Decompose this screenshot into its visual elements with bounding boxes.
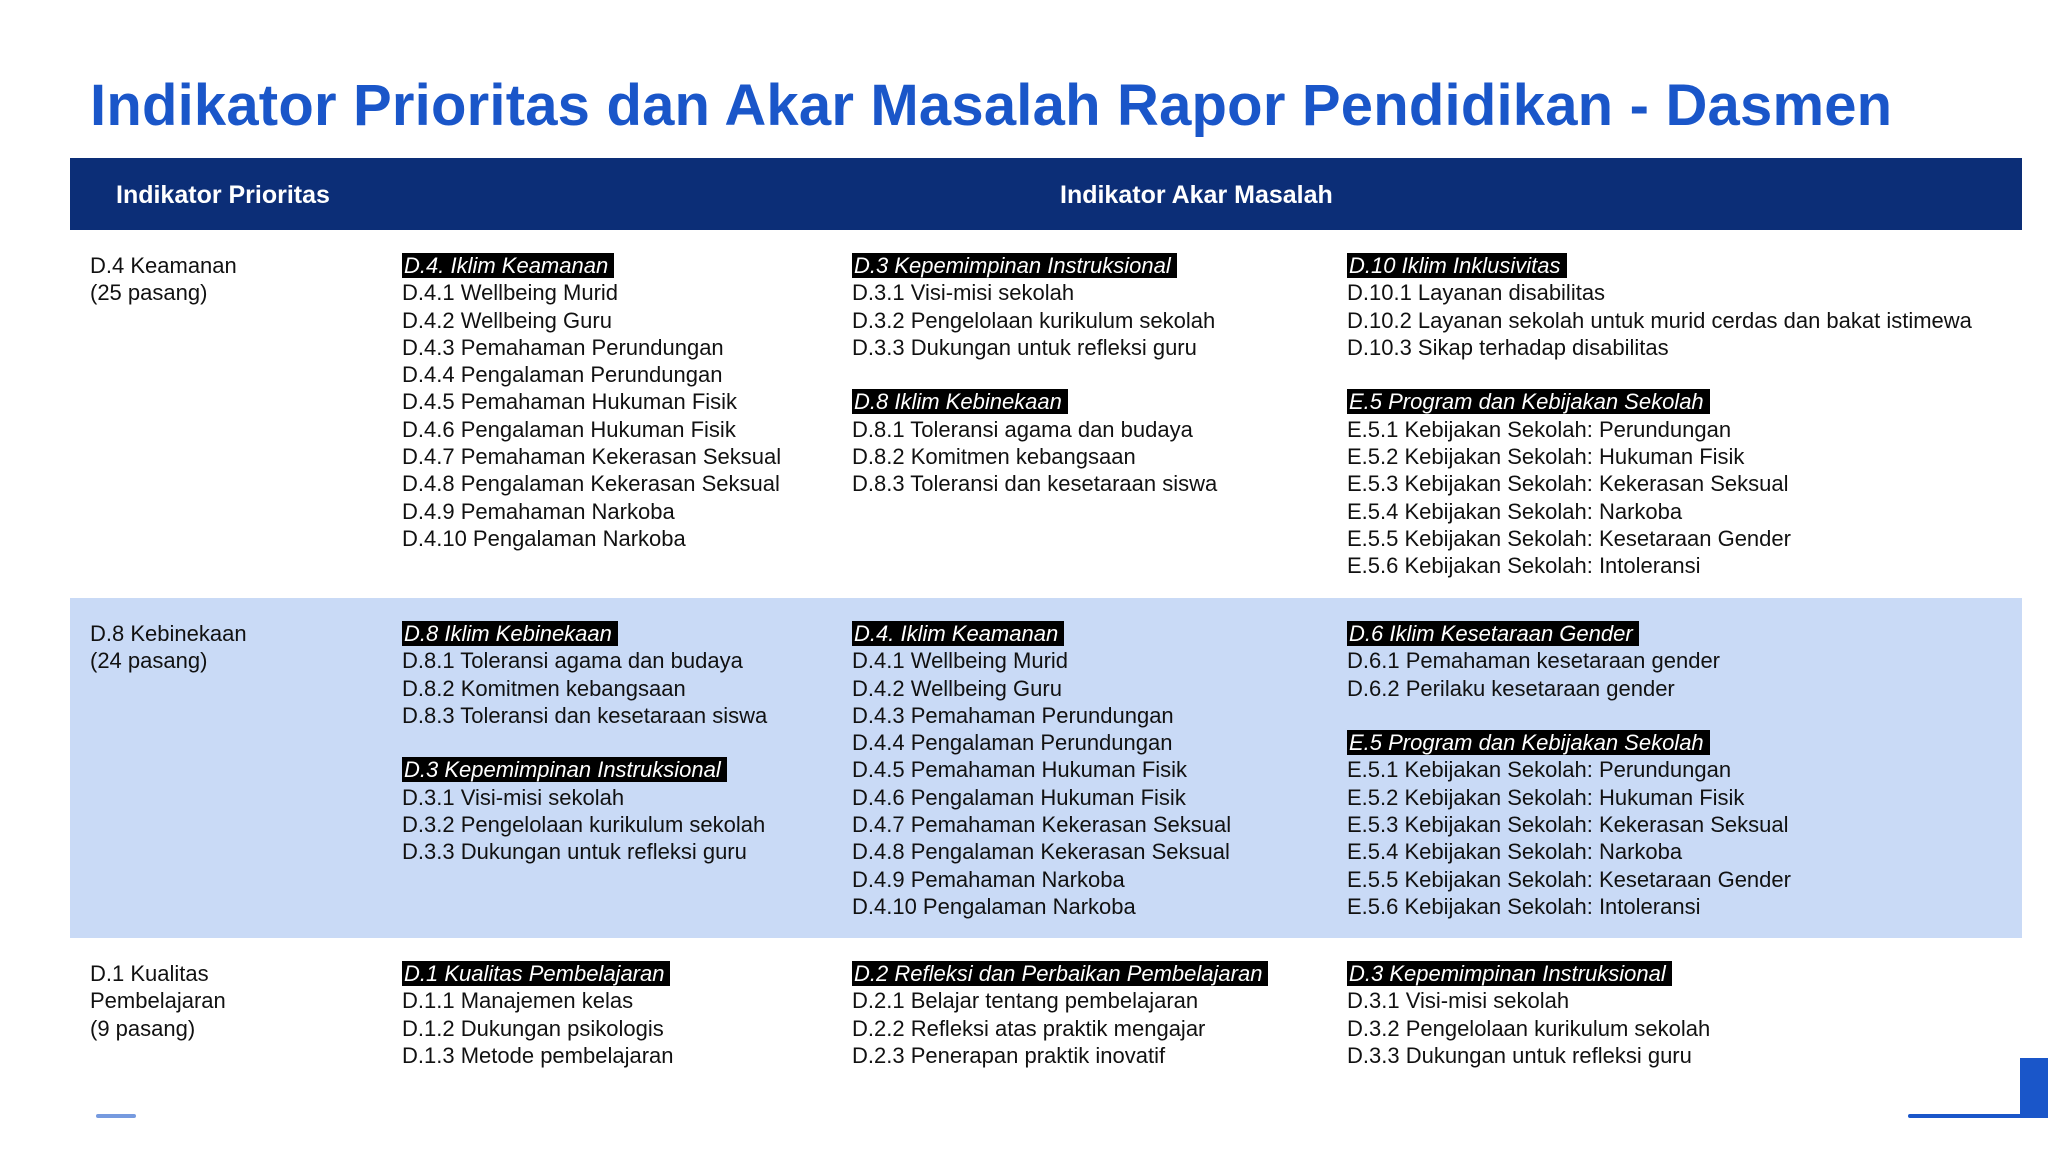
group-spacer [852, 361, 1217, 388]
indicator-item: D.4.5 Pemahaman Hukuman Fisik [852, 757, 1188, 783]
group-heading-line [1347, 252, 1972, 279]
group-heading: D.10 Iklim Inklusivitas [1347, 253, 1567, 278]
indicator-item: D.3.3 Dukungan untuk refleksi guru [852, 334, 1197, 360]
group-heading-line [1347, 960, 1710, 987]
indicator-item: D.4.4 Pengalaman Perundungan [852, 730, 1173, 756]
indicator-item: E.5.1 Kebijakan Sekolah: Perundungan [1347, 416, 1732, 442]
indicator-item: D.4.10 Pengalaman Narkoba [402, 525, 686, 551]
group-heading: E.5 Program dan Kebijakan Sekolah [1347, 730, 1710, 755]
decorative-block-right [2020, 1058, 2048, 1118]
indicator-item: D.4.4 Pengalaman Perundungan [402, 362, 723, 388]
indicator-item: E.5.3 Kebijakan Sekolah: Kekerasan Seksual [1347, 471, 1789, 497]
root-cause-cell [402, 620, 767, 866]
table-header [70, 158, 2022, 230]
root-cause-cell [1347, 960, 1710, 1069]
group-heading-line [852, 252, 1217, 279]
priority-indicator-text: (25 pasang) [90, 280, 208, 306]
priority-indicator-cell [90, 620, 247, 675]
group-heading-line [402, 620, 767, 647]
group-heading: D.3 Kepemimpinan Instruksional [1347, 961, 1672, 986]
indicator-item: D.1.2 Dukungan psikologis [402, 1015, 664, 1041]
decorative-line-right [1908, 1114, 2048, 1118]
indicator-item: D.4.9 Pemahaman Narkoba [402, 498, 675, 524]
indicator-item: D.4.3 Pemahaman Perundungan [852, 702, 1174, 728]
indicator-item: D.2.3 Penerapan praktik inovatif [852, 1042, 1166, 1068]
group-heading: D.8 Iklim Kebinekaan [852, 389, 1068, 414]
group-heading: D.3 Kepemimpinan Instruksional [852, 253, 1177, 278]
priority-indicator-text: D.8 Kebinekaan [90, 621, 247, 646]
indicator-item: D.1.3 Metode pembelajaran [402, 1042, 674, 1068]
indicator-item: D.8.1 Toleransi agama dan budaya [402, 648, 743, 674]
indicator-item: D.8.3 Toleransi dan kesetaraan siswa [402, 702, 768, 728]
header-indikator-prioritas: Indikator Prioritas [116, 181, 330, 209]
group-heading-line [852, 620, 1231, 647]
indicator-item: E.5.5 Kebijakan Sekolah: Kesetaraan Gender [1347, 866, 1791, 892]
indicator-item: D.8.3 Toleransi dan kesetaraan siswa [852, 471, 1218, 497]
indicator-item: D.10.2 Layanan sekolah untuk murid cerdas dan bakat istimewa [1347, 307, 1972, 333]
root-cause-cell [402, 960, 674, 1069]
indicator-item: E.5.2 Kebijakan Sekolah: Hukuman Fisik [1347, 784, 1745, 810]
group-heading-line [1347, 388, 1972, 415]
indicator-item: D.3.2 Pengelolaan kurikulum sekolah [852, 307, 1216, 333]
group-heading-line [402, 960, 674, 987]
group-heading: E.5 Program dan Kebijakan Sekolah [1347, 389, 1710, 414]
indicator-item: D.4.7 Pemahaman Kekerasan Seksual [402, 444, 782, 470]
indicator-item: D.3.1 Visi-misi sekolah [1347, 988, 1570, 1014]
indicator-item: E.5.3 Kebijakan Sekolah: Kekerasan Seksual [1347, 812, 1789, 838]
priority-indicator-text: Pembelajaran [90, 988, 226, 1014]
indicator-item: D.3.3 Dukungan untuk refleksi guru [402, 839, 747, 865]
table-row [70, 598, 2022, 938]
group-spacer [402, 729, 767, 756]
indicator-item: D.4.8 Pengalaman Kekerasan Seksual [852, 839, 1230, 865]
group-heading-line [852, 388, 1217, 415]
group-heading-line [402, 252, 781, 279]
indicator-item: D.4.3 Pemahaman Perundungan [402, 334, 724, 360]
indicator-item: E.5.6 Kebijakan Sekolah: Intoleransi [1347, 893, 1701, 919]
indicator-item: D.6.1 Pemahaman kesetaraan gender [1347, 648, 1721, 674]
group-heading-line [852, 960, 1268, 987]
indicator-item: D.8.2 Komitmen kebangsaan [852, 444, 1136, 470]
indicator-item: D.10.1 Layanan disabilitas [1347, 280, 1606, 306]
group-heading: D.1 Kualitas Pembelajaran [402, 961, 670, 986]
indicator-item: D.8.1 Toleransi agama dan budaya [852, 416, 1193, 442]
indicator-item: D.3.1 Visi-misi sekolah [852, 280, 1075, 306]
group-heading-line [402, 756, 767, 783]
table-row [70, 938, 2022, 1088]
root-cause-cell [1347, 252, 1972, 580]
indicator-item: D.4.8 Pengalaman Kekerasan Seksual [402, 471, 780, 497]
group-heading-line [1347, 729, 1791, 756]
decorative-line-left [96, 1114, 136, 1118]
indicator-item: D.2.1 Belajar tentang pembelajaran [852, 988, 1199, 1014]
priority-indicator-cell [90, 960, 226, 1042]
group-heading: D.4. Iklim Keamanan [852, 621, 1064, 646]
indicator-item: D.4.9 Pemahaman Narkoba [852, 866, 1125, 892]
root-cause-cell [852, 252, 1217, 498]
indicator-item: E.5.1 Kebijakan Sekolah: Perundungan [1347, 757, 1732, 783]
indicator-item: D.1.1 Manajemen kelas [402, 988, 634, 1014]
indicator-item: D.8.2 Komitmen kebangsaan [402, 675, 686, 701]
priority-indicator-text: (9 pasang) [90, 1015, 196, 1041]
root-cause-cell [1347, 620, 1791, 920]
priority-indicator-text: D.4 Keamanan [90, 253, 237, 278]
indicator-item: D.4.1 Wellbeing Murid [402, 280, 619, 306]
group-spacer [1347, 702, 1791, 729]
indicator-item: D.3.1 Visi-misi sekolah [402, 784, 625, 810]
header-indikator-akar-masalah: Indikator Akar Masalah [1060, 181, 1333, 209]
indicator-item: D.3.2 Pengelolaan kurikulum sekolah [402, 812, 766, 838]
group-spacer [1347, 361, 1972, 388]
indicator-item: D.4.10 Pengalaman Narkoba [852, 893, 1136, 919]
indicator-item: D.4.7 Pemahaman Kekerasan Seksual [852, 812, 1232, 838]
table-row [70, 230, 2022, 598]
indicator-item: D.10.3 Sikap terhadap disabilitas [1347, 334, 1669, 360]
group-heading: D.4. Iklim Keamanan [402, 253, 614, 278]
indicator-item: D.4.2 Wellbeing Guru [852, 675, 1062, 701]
indicator-item: D.6.2 Perilaku kesetaraan gender [1347, 675, 1675, 701]
indicator-item: E.5.2 Kebijakan Sekolah: Hukuman Fisik [1347, 444, 1745, 470]
indicator-item: D.3.2 Pengelolaan kurikulum sekolah [1347, 1015, 1711, 1041]
indicator-item: D.4.6 Pengalaman Hukuman Fisik [852, 784, 1186, 810]
indicator-item: E.5.5 Kebijakan Sekolah: Kesetaraan Gender [1347, 525, 1791, 551]
group-heading: D.3 Kepemimpinan Instruksional [402, 757, 727, 782]
priority-indicator-cell [90, 252, 237, 307]
indicator-item: D.4.2 Wellbeing Guru [402, 307, 612, 333]
indicator-item: E.5.4 Kebijakan Sekolah: Narkoba [1347, 839, 1683, 865]
root-cause-cell [402, 252, 781, 552]
group-heading-line [1347, 620, 1791, 647]
indicator-table [70, 158, 2022, 1088]
page-title: Indikator Prioritas dan Akar Masalah Rapor Pendidikan - Dasmen [90, 73, 1893, 138]
group-heading: D.6 Iklim Kesetaraan Gender [1347, 621, 1639, 646]
indicator-item: E.5.4 Kebijakan Sekolah: Narkoba [1347, 498, 1683, 524]
indicator-item: E.5.6 Kebijakan Sekolah: Intoleransi [1347, 553, 1701, 579]
priority-indicator-text: D.1 Kualitas [90, 961, 209, 986]
group-heading: D.8 Iklim Kebinekaan [402, 621, 618, 646]
indicator-item: D.4.6 Pengalaman Hukuman Fisik [402, 416, 736, 442]
indicator-item: D.2.2 Refleksi atas praktik mengajar [852, 1015, 1206, 1041]
root-cause-cell [852, 620, 1231, 920]
group-heading: D.2 Refleksi dan Perbaikan Pembelajaran [852, 961, 1268, 986]
indicator-item: D.4.1 Wellbeing Murid [852, 648, 1069, 674]
root-cause-cell [852, 960, 1268, 1069]
indicator-item: D.3.3 Dukungan untuk refleksi guru [1347, 1042, 1692, 1068]
indicator-item: D.4.5 Pemahaman Hukuman Fisik [402, 389, 738, 415]
priority-indicator-text: (24 pasang) [90, 648, 208, 674]
